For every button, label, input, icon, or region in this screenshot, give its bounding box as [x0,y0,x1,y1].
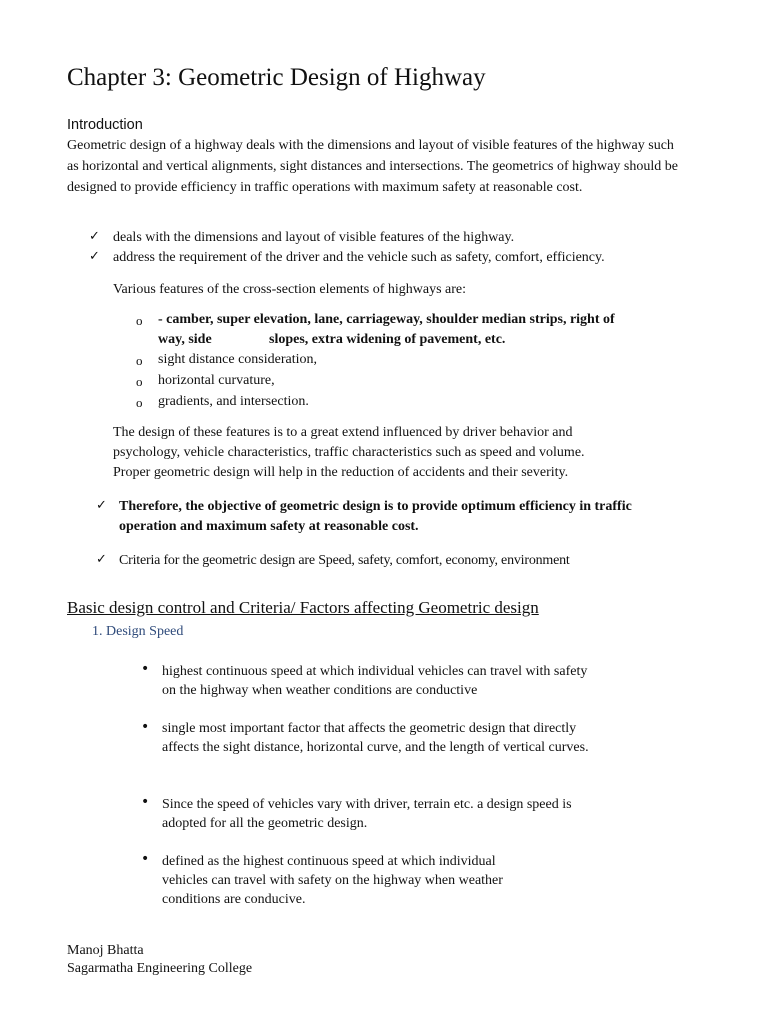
section-heading: Basic design control and Criteria/ Factors affecting Geometric design [67,598,539,617]
objective-line: operation and maximum safety at reasonable cost. [119,519,419,534]
circle-bullet-icon: o [136,374,143,389]
checkmark-icon: ✓ [96,552,107,567]
check-item: deals with the dimensions and layout of visible features of the highway. [113,230,515,245]
design-speed-bullet: Since the speed of vehicles vary with driver, terrain etc. a design speed is adopted for all the geometric design. [162,797,572,831]
checkmark-icon: ✓ [89,249,100,264]
features-intro: Various features of the cross-section elements of highways are: [113,282,466,297]
numbered-item-design-speed: 1. Design Speed [92,624,184,639]
page-title: Chapter 3: Geometric Design of Highway [67,64,486,91]
feature-item: horizontal curvature, [158,373,275,388]
check-item: address the requirement of the driver and the vehicle such as safety, comfort, efficiency. [113,250,605,265]
checkmark-icon: ✓ [89,229,100,244]
feature-item: - camber, super elevation, lane, carriageway, shoulder median strips, right of [158,312,615,327]
objective-line: Therefore, the objective of geometric design is to provide optimum efficiency in traffic [119,499,632,514]
influence-line: The design of these features is to a great extend influenced by driver behavior and [113,425,573,440]
feature-item: gradients, and intersection. [158,394,309,409]
feature-item-continued: way, side [158,332,212,347]
bullet-icon: • [141,794,150,810]
checkmark-icon: ✓ [96,498,107,513]
bullet-icon: • [141,851,150,867]
design-speed-bullet: single most important factor that affects the geometric design that directly affects the sight distance, horizontal curve, and the length of vertical curves. [162,721,589,755]
design-speed-bullet: defined as the highest continuous speed at which individual vehicles can travel with safety on the highway when weather conditions are conducive. [162,854,503,907]
criteria-line: Criteria for the geometric design are Speed, safety, comfort, economy, environment [119,553,570,568]
circle-bullet-icon: o [136,313,143,328]
introduction-heading: Introduction [67,117,143,133]
influence-line: Proper geometric design will help in the reduction of accidents and their severity. [113,465,569,480]
circle-bullet-icon: o [136,353,143,368]
feature-item-continued: slopes, extra widening of pavement, etc. [269,332,506,347]
bullet-icon: • [141,661,150,677]
introduction-paragraph: Geometric design of a highway deals with the dimensions and layout of visible features of the highway such as horizontal and vertical alignments, sight distances and intersections. The geometrics of highway should be designed to provide efficiency in traffic operations with maximum safety at reasonable cost. [67,138,678,195]
footer-author: Manoj Bhatta [67,943,144,958]
influence-line: psychology, vehicle characteristics, traffic characteristics such as speed and volume. [113,445,585,460]
bullet-icon: • [141,719,150,735]
design-speed-bullet: highest continuous speed at which individual vehicles can travel with safety on the highway when weather conditions are conductive [162,664,588,698]
footer-college: Sagarmatha Engineering College [67,961,253,976]
feature-item: sight distance consideration, [158,352,318,367]
circle-bullet-icon: o [136,395,143,410]
